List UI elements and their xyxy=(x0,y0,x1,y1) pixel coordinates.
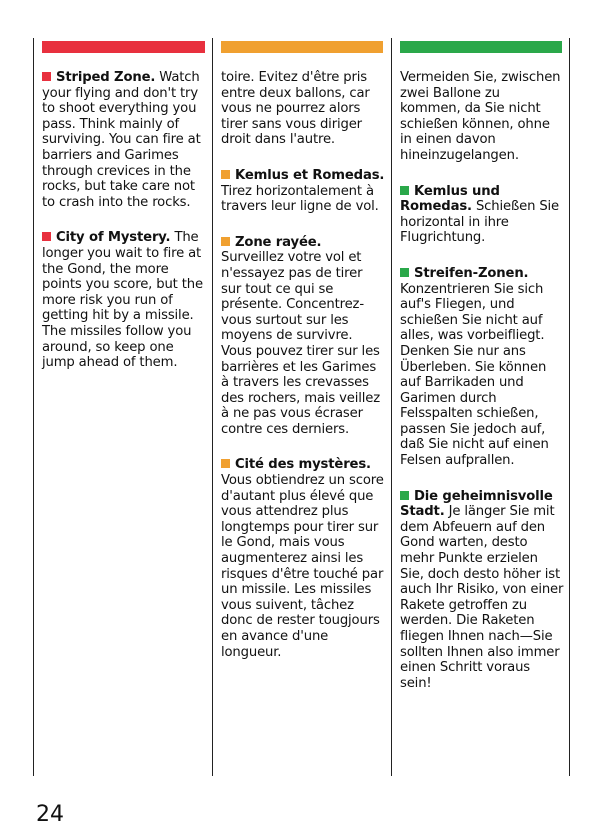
red-square-icon xyxy=(42,232,51,241)
paragraph-geheimnisvolle-stadt xyxy=(400,489,564,692)
column-rule-2 xyxy=(212,38,213,776)
column-german xyxy=(400,70,564,711)
paragraph-heading: Kemlus und Romedas. xyxy=(400,183,500,215)
paragraph-text: Surveillez votre vol et n'essayez pas de tirer sur tout ce qui se présente. Concentrez-vous surtout sur les moyens de survivre. Vous pouvez tirer sur les barrières et les Garimes à travers les crevasses des rochers, mais veillez à ne pas vous écraser contre ces derniers. xyxy=(221,250,380,437)
column-french xyxy=(221,70,385,680)
paragraph-kemlus-romedas xyxy=(400,184,564,246)
paragraph-text: Watch your flying and don't try to shoot everything you pass. Think mainly of surviving. You can fire at barriers and Garimes through crevices in the rocks, but take care not to crash into the rocks. xyxy=(42,70,201,210)
paragraph-zone-rayee xyxy=(221,235,385,438)
orange-square-icon xyxy=(221,237,230,246)
paragraph-heading: Kemlus et Romedas. xyxy=(235,167,385,183)
column-rule-4 xyxy=(569,38,570,776)
green-square-icon xyxy=(400,491,409,500)
paragraph-heading: Striped Zone. xyxy=(56,70,156,85)
column-rule-3 xyxy=(391,38,392,776)
color-bar-english xyxy=(42,41,205,53)
paragraph-heading: Streifen-Zonen. xyxy=(414,265,529,281)
paragraph-continuation: toire. Evitez d'être pris entre deux ballons, car vous ne pourrez alors tirer sans vous diriger droit dans l'autre. xyxy=(221,70,370,148)
color-bar-french xyxy=(221,41,383,53)
paragraph-text: Tirez horizontalement à travers leur ligne de vol. xyxy=(221,183,379,215)
paragraph-heading: Die geheimnisvolle Stadt. xyxy=(400,488,553,520)
paragraph-heading: City of Mystery. xyxy=(56,230,171,246)
paragraph-text: The longer you wait to fire at the Gond, the more points you score, but the more risk you run of getting hit by a missile. The missiles follow you around, so keep one jump ahead of them. xyxy=(42,230,203,371)
paragraph-text: Konzentrieren Sie sich auf's Fliegen, und schießen Sie nicht auf alles, was vorbeifliegt. Denken Sie nur ans Überleben. Sie können auf Barrikaden und Garimen durch Felsspalten schießen, passen Sie jedoch auf, daß Sie nicht auf einen Felsen aufprallen. xyxy=(400,281,549,469)
paragraph-text: Schießen Sie horizontal in ihre Flugrichtung. xyxy=(400,199,560,246)
paragraph-text: Vous obtiendrez un score d'autant plus élevé que vous attendrez plus longtemps pour tirer sur le Gond, mais vous augmenterez ainsi les risques d'être touché par un missile. Les missiles vous suivent, tâchez donc de rester tougjours en avance d'une longueur. xyxy=(221,473,384,660)
column-rule-1 xyxy=(33,38,34,776)
red-square-icon xyxy=(42,72,51,81)
page-number: 24 xyxy=(36,802,64,827)
paragraph-striped-zone xyxy=(42,70,207,210)
paragraph-streifen-zonen xyxy=(400,266,564,469)
column-english xyxy=(42,70,207,391)
green-square-icon xyxy=(400,186,409,195)
paragraph-text: Je länger Sie mit dem Abfeuern auf den Gond warten, desto mehr Punkte erzielen Sie, doch desto höher ist auch Ihr Risiko, von einer Rakete getroffen zu werden. Die Raketen fliegen Ihnen nach—Sie sollten Ihnen also immer einen Schritt voraus sein! xyxy=(400,504,564,691)
paragraph-city-of-mystery xyxy=(42,230,207,370)
orange-square-icon xyxy=(221,459,230,468)
paragraph-heading: Zone rayée. xyxy=(235,234,322,250)
color-bar-german xyxy=(400,41,562,53)
orange-square-icon xyxy=(221,170,230,179)
paragraph-heading: Cité des mystères. xyxy=(235,457,371,473)
paragraph-continuation: Vermeiden Sie, zwischen zwei Ballone zu kommen, da Sie nicht schießen können, ohne in einen davon hineinzugelangen. xyxy=(400,70,561,163)
paragraph-kemlus-romedas xyxy=(221,168,385,215)
paragraph-cite-des-mysteres xyxy=(221,457,385,660)
green-square-icon xyxy=(400,268,409,277)
